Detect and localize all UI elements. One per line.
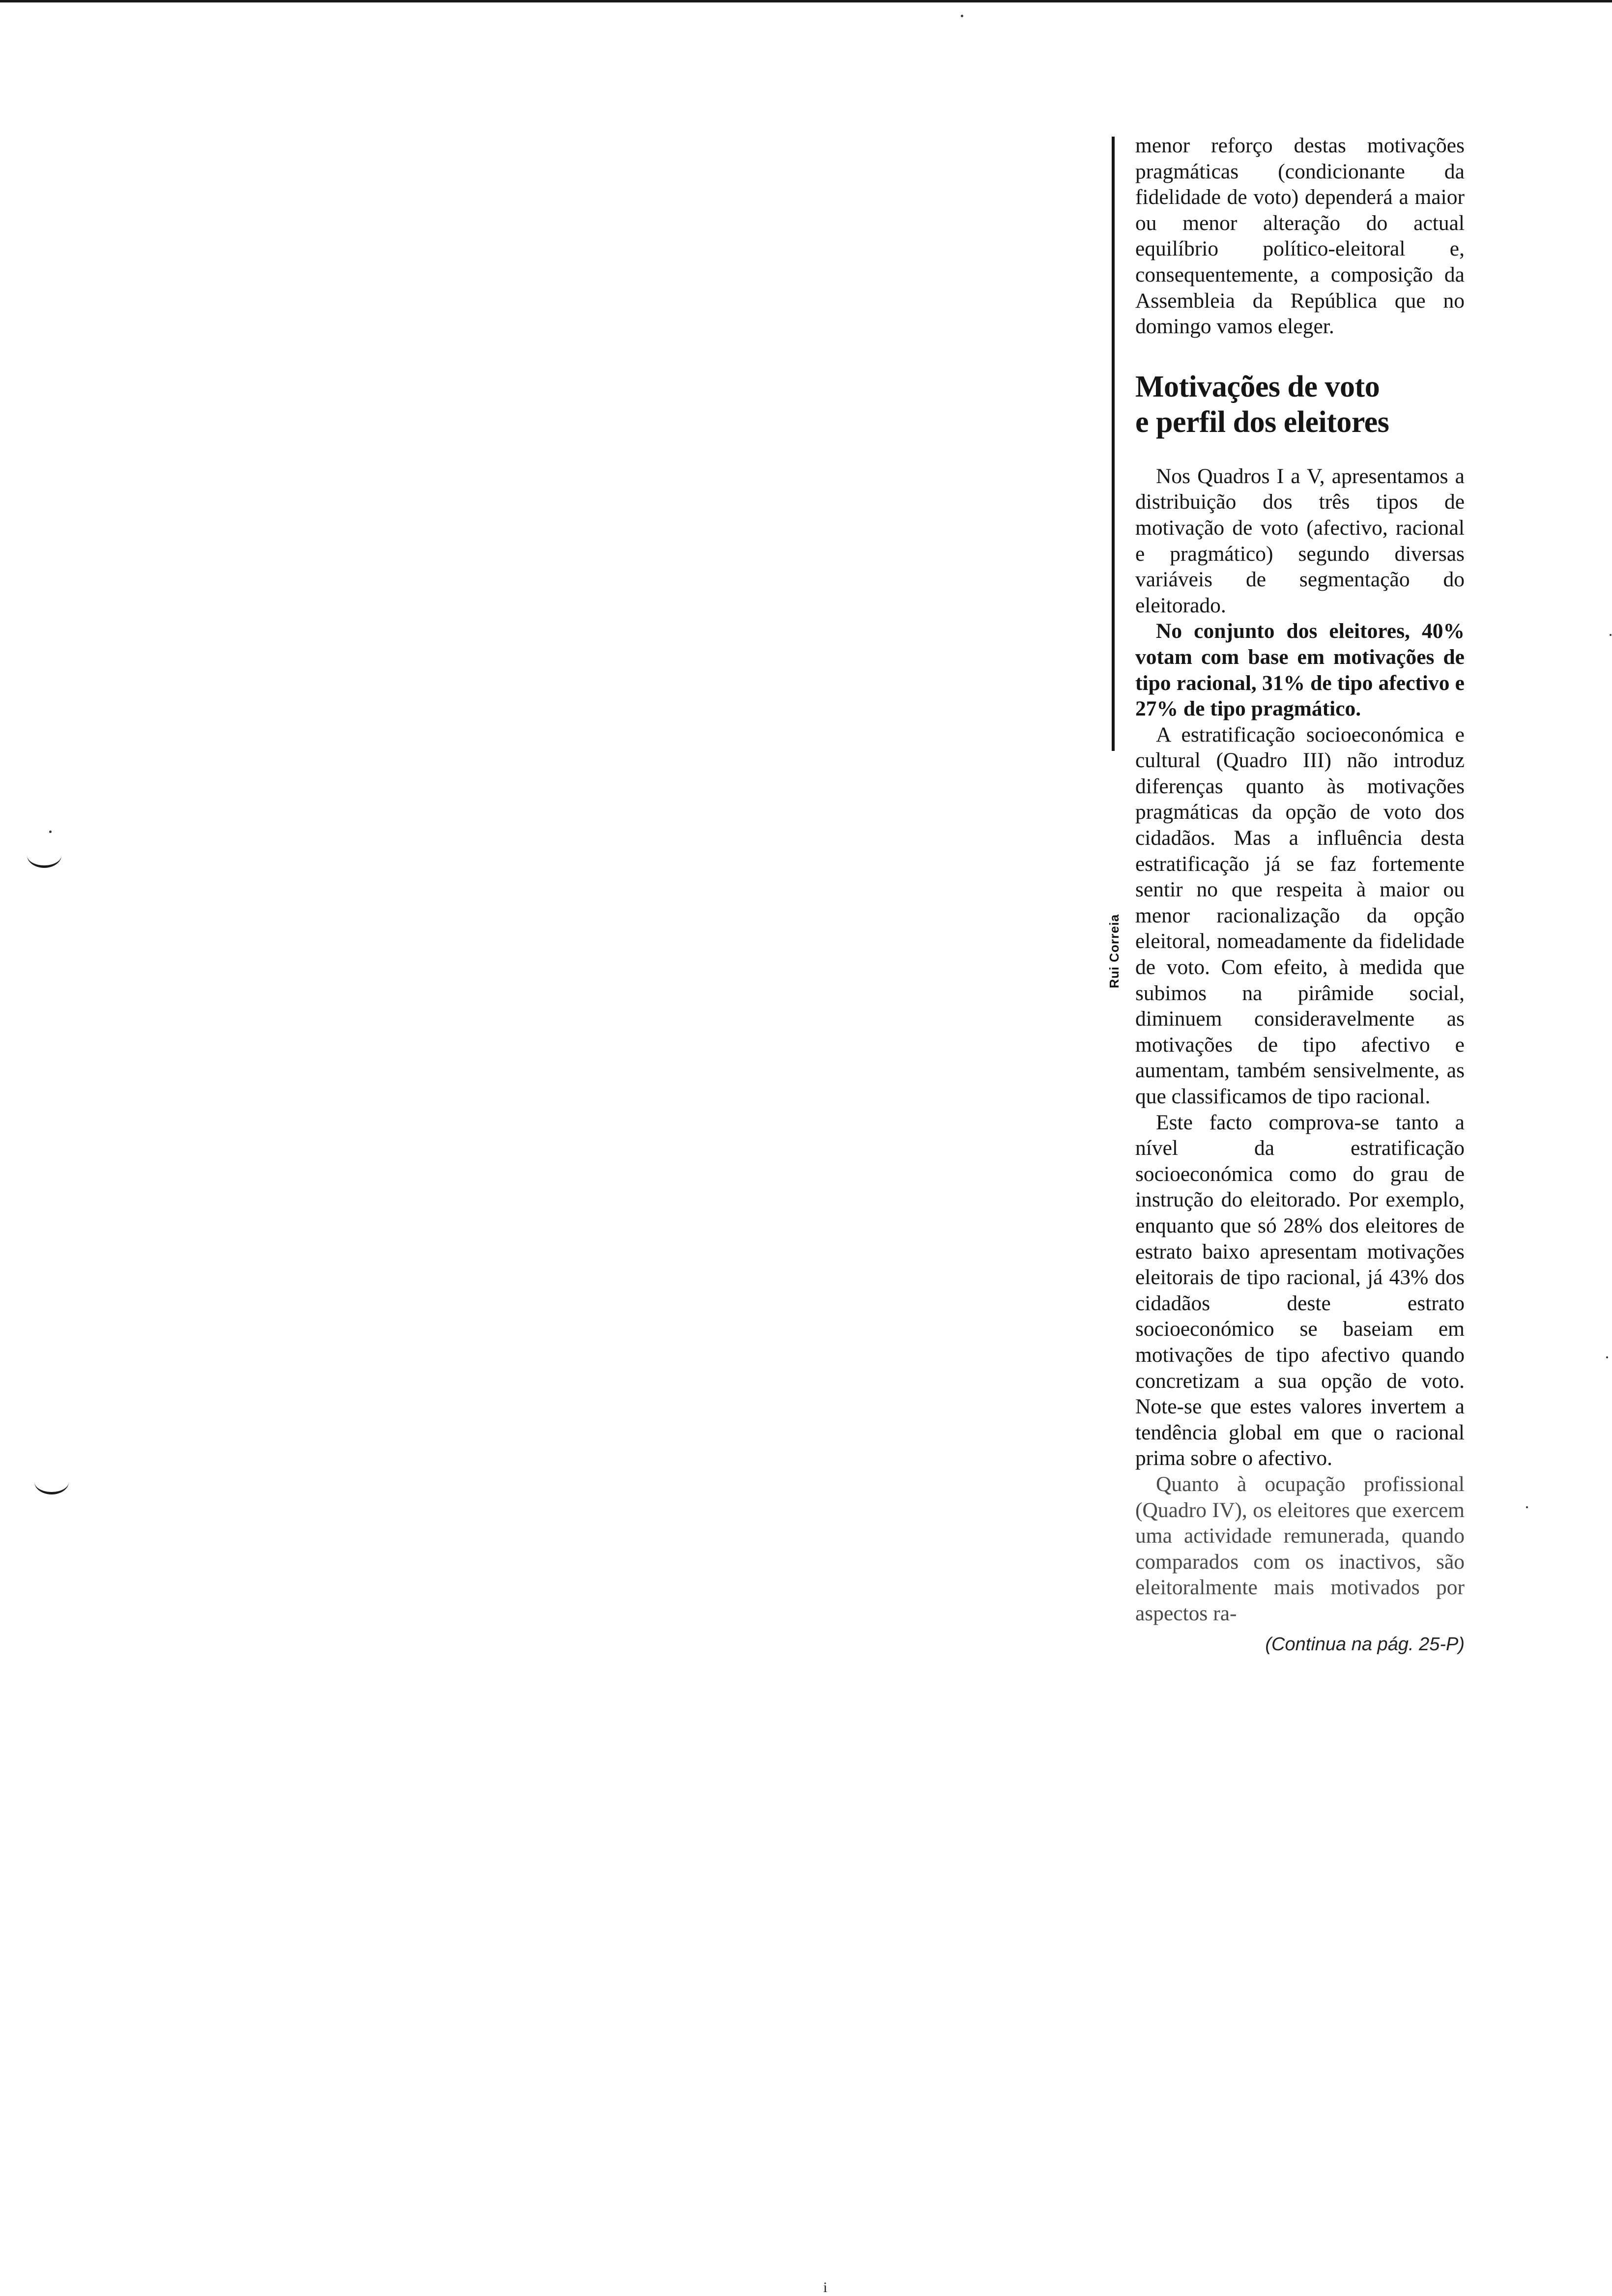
article-column xyxy=(1135,133,1465,1656)
heading-line-1: Motivações de voto xyxy=(1135,370,1380,403)
continuation-note: (Continua na pág. 25-P) xyxy=(1265,1634,1465,1655)
scan-speck xyxy=(49,831,52,833)
scan-speck xyxy=(1610,634,1612,636)
article-paragraph: A estratificação socioeconómica e cultural (Quadro III) não introduz diferenças quanto às motivações pragmáticas da opção de voto dos cidadãos. Mas a influência desta estratificação já se faz fortemente sentir no que respeita à maior ou menor racionalização da opção eleitoral, nomeadamente da fidelidade de voto. Com efeito, à medida que subimos na pirâmide social, diminuem consideravelmente as motivações de tipo afectivo e aumentam, também sensivelmente, as que classificamos de tipo racional. xyxy=(1135,722,1465,1108)
article-heading xyxy=(1135,369,1465,440)
binder-mark-lower xyxy=(34,1469,69,1494)
article-paragraph: Quanto à ocupação profissional (Quadro IV), os eleitores que exercem uma actividade remunerada, quando comparados com os inactivos, são eleitoralmente mais motivados por aspectos ra- xyxy=(1135,1472,1465,1625)
column-rule xyxy=(1112,137,1115,751)
page-footer-mark: i xyxy=(823,2279,828,2296)
scan-speck xyxy=(1606,1356,1608,1358)
scan-speck xyxy=(961,15,963,17)
binder-mark-upper xyxy=(27,843,61,868)
page-top-rule xyxy=(0,0,1612,2)
article-paragraph: No conjunto dos eleitores, 40% votam com base em motivações de tipo racional, 31% de tipo afectivo e 27% de tipo pragmático. xyxy=(1135,619,1465,721)
photo-credit: Rui Correia xyxy=(1107,914,1122,988)
article-paragraph: Este facto comprova-se tanto a nível da estratificação socioeconómica como do grau de instrução do eleitorado. Por exemplo, enquanto que só 28% dos eleitores de estrato baixo apresentam motivações eleitorais de tipo racional, já 43% dos cidadãos deste estrato socioeconómico se baseiam em motivações de tipo afectivo quando concretizam a sua opção de voto. Note-se que estes valores invertem a tendência global em que o racional prima sobre o afectivo. xyxy=(1135,1110,1465,1470)
article-paragraph: Nos Quadros I a V, apresentamos a distribuição dos três tipos de motivação de voto (afectivo, racional e pragmático) segundo diversas variáveis de segmentação do eleitorado. xyxy=(1135,464,1465,617)
heading-line-2: e perfil dos eleitores xyxy=(1135,405,1389,439)
scan-speck xyxy=(1526,1506,1528,1508)
article-intro: menor reforço destas motivações pragmáticas (condicionante da fidelidade de voto) dependerá a maior ou menor alteração do actual equilíbrio político-eleitoral e, consequentemente, a composição da Assembleia da República que no domingo vamos eleger. xyxy=(1135,134,1465,339)
